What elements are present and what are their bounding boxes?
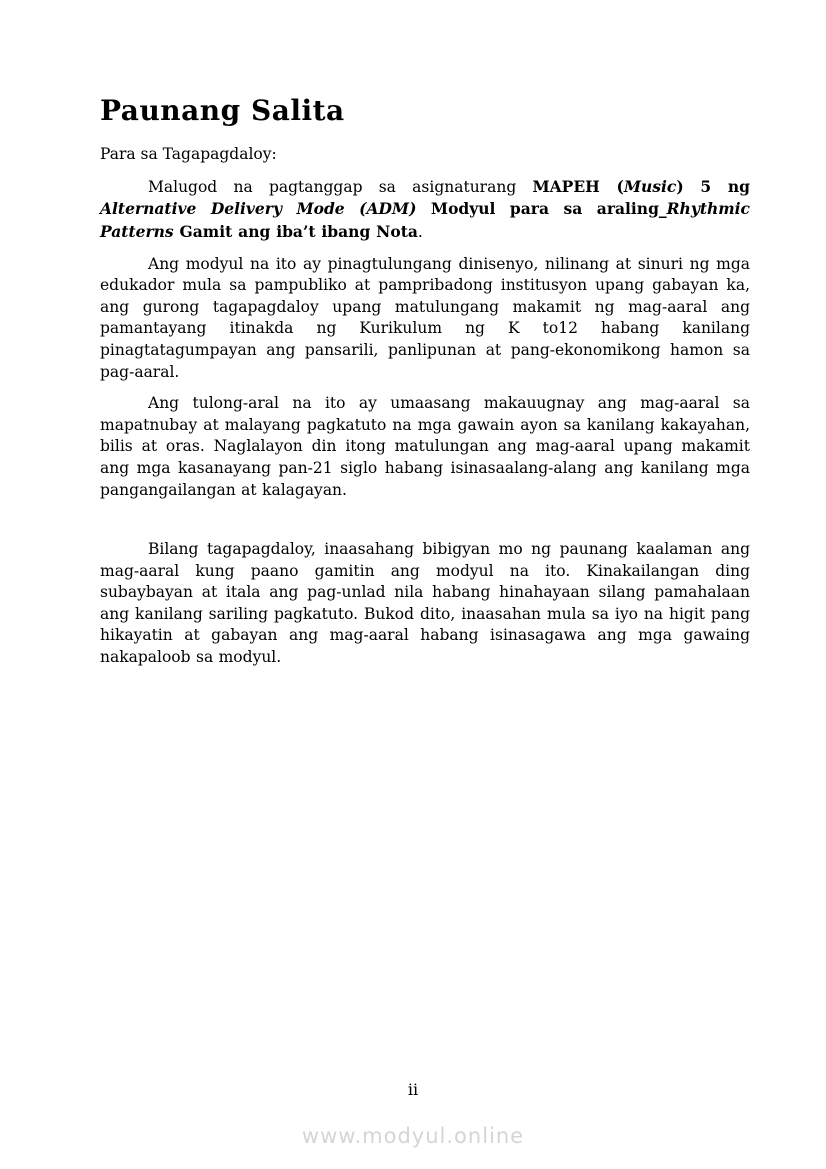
page-content: [100, 96, 750, 679]
paragraph-facilitator-role: Bilang tagapagdaloy, inaasahang bibigyan mo ng paunang kaalaman ang mag-aaral kung paano gamitin ang modyul na ito. Kinakailangan ding subaybayan at itala ang pag-unlad nila habang hinahayaan silang pamahalaan ang kanilang sariling pagkatuto. Bukod dito, inaasahan mula sa iyo na higit pang hikayatin at gabayan ang mag-aaral habang isinasagawa ang mga gawaing nakapaloob sa modyul.: [100, 540, 750, 667]
paragraph-learning-aid: Ang tulong-aral na ito ay umaasang makauugnay ang mag-aaral sa mapatnubay at malayang pagkatuto na mga gawain ayon sa kanilang kakayahan, bilis at oras. Naglalayon din itong matulungan ang mag-aaral upang makamit ang mga kasanayang pan-21 siglo habang isinasaalang-alang ang kanilang mga pangangailangan at kalagayan.: [100, 394, 750, 499]
text-segment: Malugod na pagtanggap sa asignaturang: [148, 177, 533, 196]
text-segment: Music: [623, 176, 677, 196]
text-segment: MAPEH (: [532, 176, 624, 196]
text-segment: .: [417, 222, 423, 241]
page-title: Paunang Salita: [100, 94, 345, 127]
text-segment: Gamit ang iba’t ibang Nota: [173, 221, 418, 241]
watermark: www.modyul.online: [301, 1124, 525, 1148]
paragraph-module-design: Ang modyul na ito ay pinagtulungang dinisenyo, nilinang at sinuri ng mga edukador mula sa pampubliko at pampribadong institusyon upang gabayan ka, ang gurong tagapagdaloy upang matulungang makamit ng mag-aaral ang pamantayang itinakda ng Kurikulum ng K to12 habang kanilang pinagtatagumpayan ang pansarili, panlipunan at pang-ekonomikong hamon sa pag-aaral.: [100, 254, 750, 381]
page-number: ii: [407, 1080, 419, 1099]
salutation: Para sa Tagapagdaloy:: [100, 144, 277, 163]
text-segment: Modyul para sa araling_: [416, 199, 667, 219]
text-segment: Rhythmic Patterns: [100, 199, 750, 241]
text-segment: Alternative Delivery Mode (ADM): [100, 199, 417, 219]
text-segment: ) 5 ng: [676, 176, 750, 196]
paragraph-welcome: [100, 176, 750, 244]
